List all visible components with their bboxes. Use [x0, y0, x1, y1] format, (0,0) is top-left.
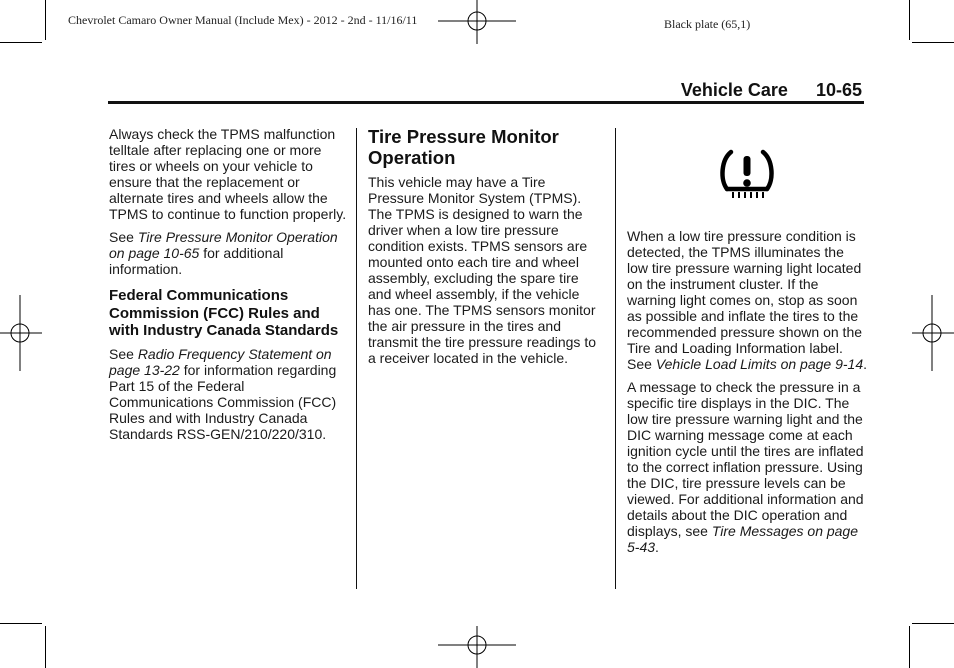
- crop-mark: [45, 0, 46, 40]
- text: for additional information.: [109, 245, 284, 277]
- text: for information regarding Part 15 of the Federal Communications Commission (FCC) Rules and with Industry Canada Standards RSS-GEN/210/220/310.: [109, 361, 337, 442]
- crop-mark: [909, 0, 910, 40]
- low-tire-pressure-warning-icon: [719, 146, 775, 204]
- column-left: [109, 126, 349, 449]
- print-slug: Chevrolet Camaro Owner Manual (Include Mex) - 2012 - 2nd - 11/16/11: [68, 13, 418, 27]
- paragraph: [109, 346, 349, 442]
- cross-reference[interactable]: Radio Frequency Statement on page 13-22: [109, 345, 332, 378]
- text: When a low tire pressure condition is detected, the TPMS illuminates the low tire pressure warning light located on the instrument cluster. If the warning light comes on, stop as soon as possible and inflate the tires to the recommended pressure shown on the Tire and Loading Information label. See: [627, 228, 863, 372]
- cross-reference[interactable]: Vehicle Load Limits on page 9-14: [655, 356, 864, 372]
- column-divider: [615, 128, 616, 589]
- paragraph: This vehicle may have a Tire Pressure Monitor System (TPMS). The TPMS is designed to warn the driver when a low tire pressure condition exists. TPMS sensors are mounted onto each tire and wheel assembly, excluding the spare tire and wheel assembly, if the vehicle has one. The TPMS sensors monitor the air pressure in the tires and transmit the tire pressure readings to a receiver located in the vehicle.: [368, 174, 596, 366]
- crop-mark: [0, 623, 42, 624]
- paragraph: [109, 229, 349, 277]
- registration-mark-right: [912, 295, 954, 371]
- column-divider: [356, 128, 357, 589]
- paragraph: Always check the TPMS malfunction telltale after replacing one or more tires or wheels on your vehicle to ensure that the replacement or alternate tires and wheels allow the TPMS to continue to function properly.: [109, 126, 347, 222]
- section-heading: Federal Communications Commission (FCC) Rules and with Industry Canada Standards: [109, 287, 339, 339]
- cross-reference[interactable]: Tire Pressure Monitor Operation on page 10-65: [109, 229, 338, 261]
- column-right: [627, 228, 867, 562]
- section-title: Vehicle Care: [680, 80, 788, 100]
- text: A message to check the pressure in a specific tire displays in the DIC. The low tire pressure warning light and the DIC warning message come at each ignition cycle until the tires are inflated to the correct inflation pressure. Using the DIC, tire pressure levels can be viewed. For additional information and details about the DIC operation and displays, see: [627, 379, 864, 539]
- text: See: [109, 345, 138, 362]
- registration-mark-left: [0, 295, 42, 371]
- registration-mark-top: [438, 0, 516, 44]
- header-rule: [108, 101, 864, 104]
- registration-mark-bottom: [438, 626, 516, 668]
- paragraph: [627, 379, 867, 555]
- page-number: 10-65: [815, 80, 862, 100]
- crop-mark: [909, 626, 910, 668]
- crop-mark: [45, 626, 46, 668]
- cross-reference[interactable]: Tire Messages on page 5-43: [627, 523, 859, 555]
- running-head: [681, 80, 862, 101]
- crop-mark: [0, 42, 42, 43]
- text: See: [109, 229, 138, 245]
- column-middle: [368, 126, 604, 373]
- text: .: [863, 356, 867, 372]
- paragraph: [627, 228, 867, 372]
- plate-label: Black plate (65,1): [664, 17, 751, 31]
- crop-mark: [912, 623, 954, 624]
- crop-mark: [912, 42, 954, 43]
- section-heading: Tire Pressure Monitor Operation: [368, 126, 559, 168]
- text: .: [655, 539, 659, 555]
